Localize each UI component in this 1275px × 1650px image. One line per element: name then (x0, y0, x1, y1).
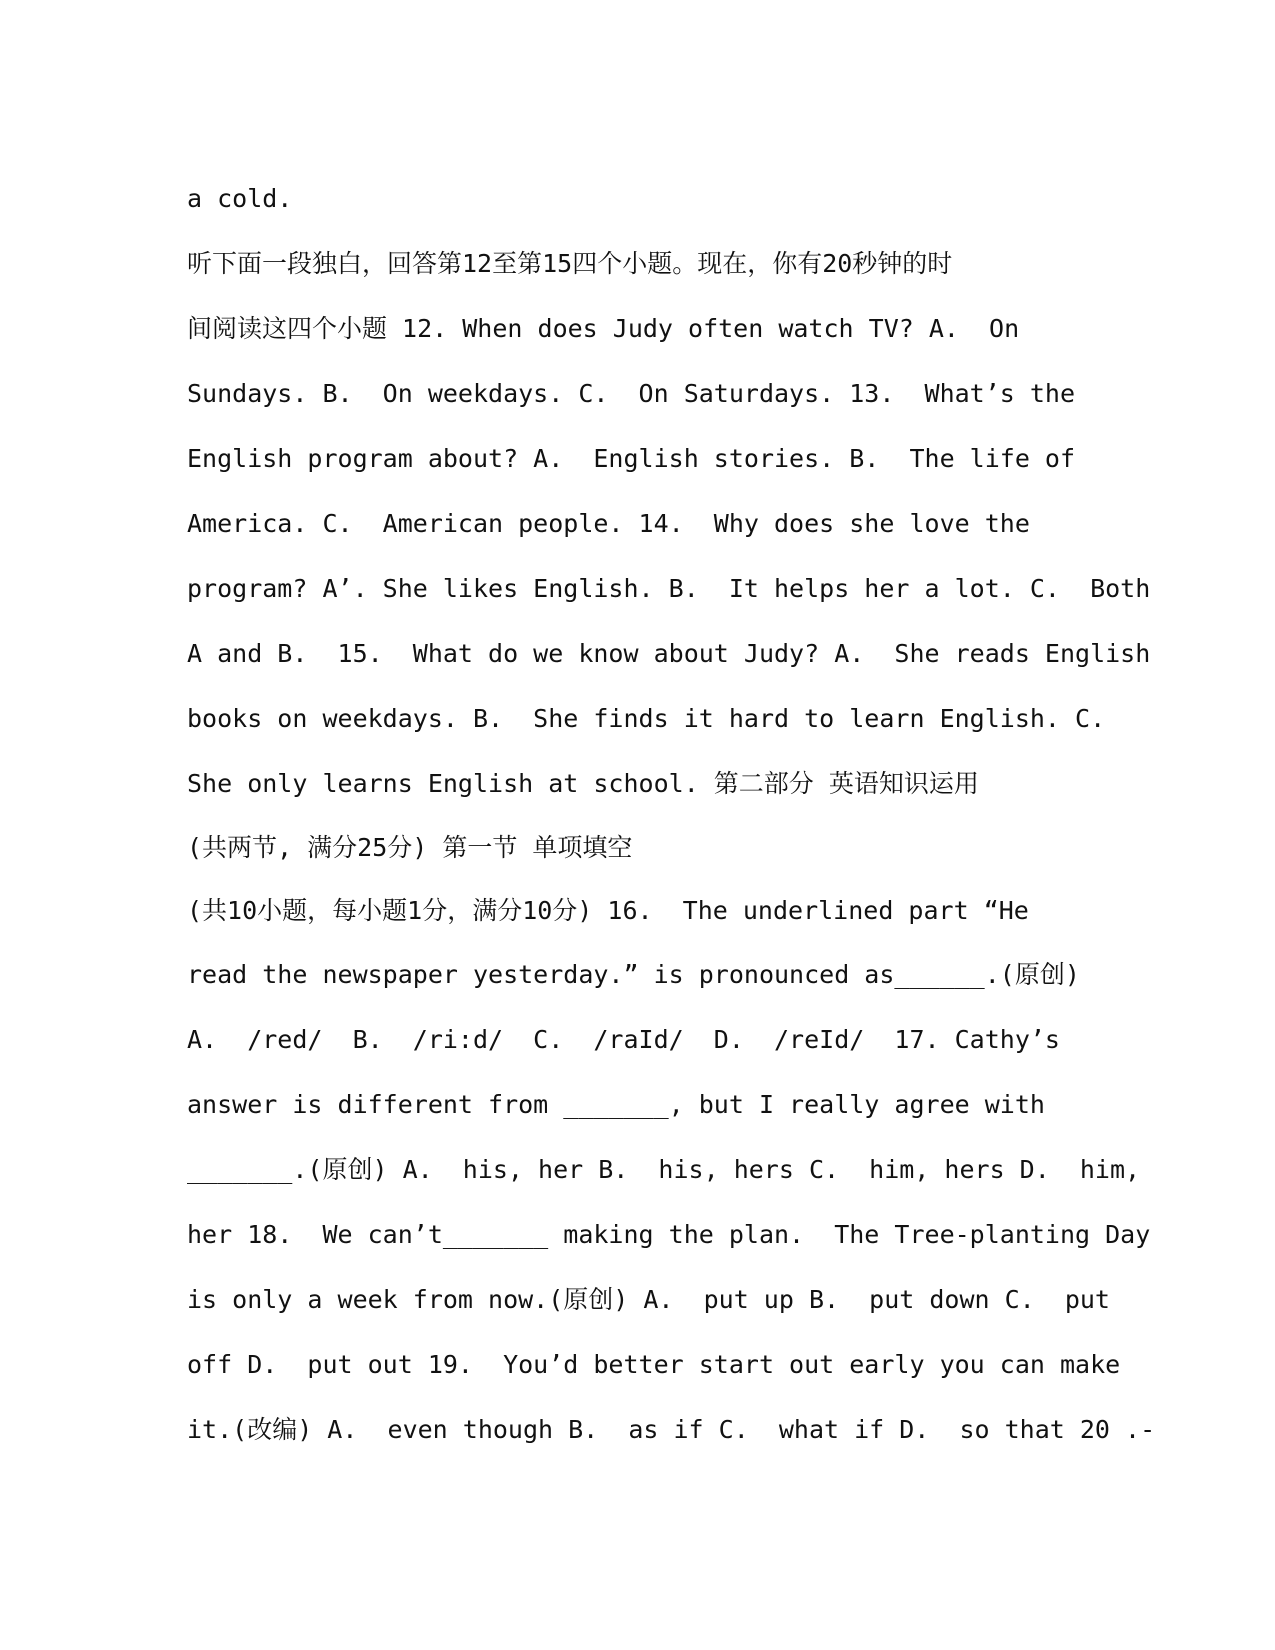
text-line: A. /red/ B. /ri:d/ C. /raId/ D. /reId/ 17. Cathy’s (187, 1025, 1060, 1054)
text-line: read the newspaper yesterday.” is pronounced as______.(原创) (187, 960, 1080, 989)
text-line: is only a week from now.(原创) A. put up B. put down C. put (187, 1285, 1110, 1314)
text-line: America. C. American people. 14. Why does she love the (187, 509, 1030, 538)
text-line: answer is different from _______, but I really agree with (187, 1090, 1045, 1119)
text-line: 间阅读这四个小题 12. When does Judy often watch TV? A. On (187, 314, 1020, 343)
text-line: (共10小题，每小题1分，满分10分) 16. The underlined part “He (187, 896, 1029, 925)
text-line: 听下面一段独白，回答第12至第15四个小题。现在，你有20秒钟的时 (187, 249, 953, 278)
text-line: Sundays. B. On weekdays. C. On Saturdays. 13. What’s the (187, 379, 1076, 408)
text-line: English program about? A. English stories. B. The life of (187, 444, 1076, 473)
text-line: a cold. (187, 184, 293, 213)
text-line: (共两节, 满分25分) 第一节 单项填空 (187, 833, 633, 862)
text-line: it.(改编) A. even though B. as if C. what if D. so that 20 .- (187, 1415, 1156, 1444)
text-line: _______.(原创) A. his, her B. his, hers C. him, hers D. him, (187, 1155, 1141, 1184)
text-line: A and B. 15. What do we know about Judy? A. She reads English (187, 639, 1151, 668)
text-line: off D. put out 19. You’d better start out early you can make (187, 1350, 1121, 1379)
text-line: program? A’. She likes English. B. It helps her a lot. C. Both (187, 574, 1151, 603)
text-line: her 18. We can’t_______ making the plan. The Tree-planting Day (187, 1220, 1151, 1249)
text-line: She only learns English at school. 第二部分 英语知识运用 (187, 769, 979, 798)
document-body (187, 166, 1156, 1462)
text-line: books on weekdays. B. She finds it hard to learn English. C. (187, 704, 1106, 733)
